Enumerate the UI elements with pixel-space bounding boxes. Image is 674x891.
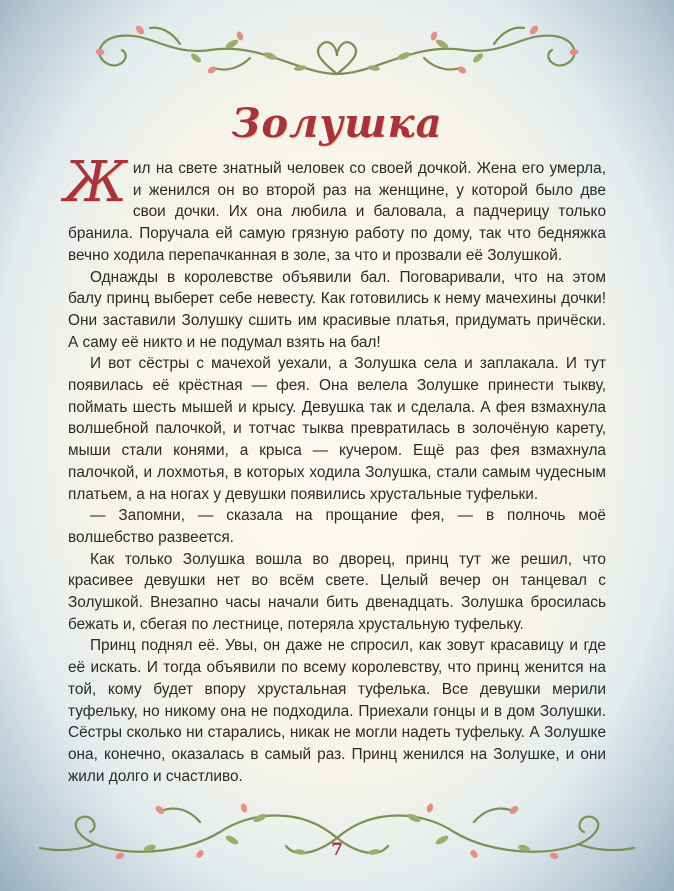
paragraph: Однажды в королевстве объявили бал. Поговаривали, что на этом балу принц выберет себе невесту. Как готовились к нему мачехины дочки! Они заставили Золушку сшить им красивые платья, придумать причёски. А саму её никто и не подумал взять на бал! — [68, 268, 606, 351]
page-title: Золушка — [231, 100, 443, 147]
paragraph: — Запомни, — сказала на прощание фея, — в полночь моё волшебство развеется. — [68, 507, 606, 546]
paragraph: И вот сёстры с мачехой уехали, а Золушка села и заплакала. И тут появилась её крёстная — фея. Она велела Золушке принести тыкву, поймать шесть мышей и крысу. Девушка так и сделала. А фея взмахнула волшебной палочкой, и тотчас тыква превратилась в золочёную карету, мыши стали конями, а крыса — кучером. Ещё раз фея взмахнула палочкой, и лохмотья, в которых ходила Золушка, стали самым чудесным платьем, а на ногах у девушки появились хрустальные туфельки. — [68, 355, 606, 503]
page-number: 7 — [331, 840, 343, 860]
first-paragraph-text: ил на свете знатный человек со своей дочкой. Жена его умерла, и женился он во второй раз на женщине, у которой было две свои дочки. Их она любила и баловала, а падчерицу только бранила. Поручала ей самую грязную работу по дому, так что бедняжка вечно ходила перепачканная в золе, за что и прозвали её Золушкой. — [68, 160, 606, 264]
drop-cap: Ж — [64, 150, 127, 215]
paragraph — [64, 150, 606, 267]
paragraph: Принц поднял её. Увы, он даже не спросил, как зовут красавицу и где её искать. И тогда объявили по всему королевству, что принц женится на той, кому будет впору хрустальная туфелька. Все девушки мерили туфельку, но никому она не подходила. Приехали гонцы и в дом Золушки. Сёстры сколько ни старались, никак не могли надеть туфельку. А Золушке она, конечно, оказалась в самый раз. Принц женился на Золушке, и они жили долго и счастливо. — [68, 637, 606, 785]
story-text — [64, 150, 606, 787]
vine-ornament-top-icon — [0, 12, 674, 102]
paragraph: Как только Золушка вошла во дворец, принц тут же решил, что красивее девушки нет во всём свете. Целый вечер он танцевал с Золушкой. Внезапно часы начали бить двенадцать. Золушка бросилась бежать и, сбегая по лестнице, потеряла хрустальную туфельку. — [68, 550, 606, 633]
vine-ornament-bottom-icon — [0, 788, 674, 878]
